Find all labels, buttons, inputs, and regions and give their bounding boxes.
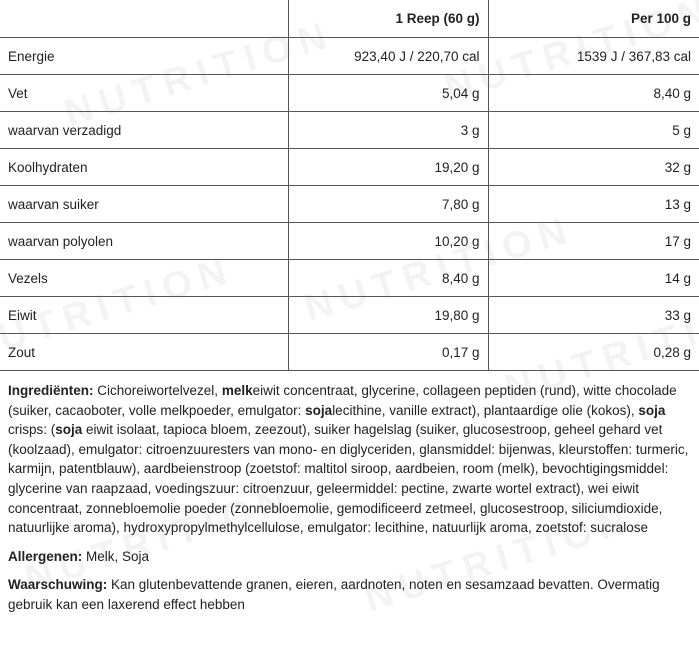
ingredients-segment: eiwit isolaat, tapioca bloem, zeezout), suiker hagelslag (suiker, glucosestroop, geheel gehard vet (koolzaad), emulgator: citroenzuuresters van mono- en diglyceriden, glansmiddel: bijenwas, kleurstoffen: turmeric, karmijn, patentblauw), aardbeienstroop (zoetstof: maltitol siroop, aardbeien, room (melk), bevochtigingsmiddel: glycerine van raapzaad, voedingszuur: citroenzuur, geleermiddel: pectine, zwarte wortel extract), wei eiwit concentraat, zonnebloemolie poeder (zonnebloemolie, gemodificeerd zetmeel, glucosestroop, siliciumdioxide, natuurlijke aroma), hydroxypropylmethylcellulose, emulgator: lecithine, natuurlijk aroma, zoetstof: sucralose (8, 422, 689, 536)
table-row (0, 260, 699, 297)
table-row (0, 334, 699, 371)
ingredients-segment: eiwit concentraat, glycerine, collageen peptiden (rund), witte chocolade (suiker, cacaoboter, volle melkpoeder, emulgator: (8, 383, 677, 418)
allergen-highlight: soja (305, 402, 333, 418)
value-per-portion: 5,04 g (288, 75, 488, 112)
value-per-portion: 8,40 g (288, 260, 488, 297)
header-per-portion: 1 Reep (60 g) (288, 0, 488, 38)
table-header-row (0, 0, 699, 38)
table-row (0, 186, 699, 223)
nutrient-label: Vet (0, 75, 288, 112)
nutrient-label: Eiwit (0, 297, 288, 334)
allergens-label: Allergenen: (8, 548, 83, 564)
warning-label: Waarschuwing: (8, 577, 108, 593)
value-per-portion: 7,80 g (288, 186, 488, 223)
allergen-highlight: soja (638, 402, 666, 418)
warning-text: Kan glutenbevattende granen, eieren, aardnoten, noten en sesamzaad bevatten. Overmatig gebruik kan een laxerend effect hebben (8, 577, 660, 612)
table-row (0, 112, 699, 149)
header-label-column (0, 0, 288, 38)
nutrient-label: Energie (0, 38, 288, 75)
nutrient-label: Vezels (0, 260, 288, 297)
table-row (0, 223, 699, 260)
nutrient-sublabel: waarvan verzadigd (0, 112, 288, 149)
ingredients-segment: Cichoreiwortelvezel, (93, 383, 222, 398)
warning-paragraph (8, 575, 691, 614)
allergens-paragraph (8, 547, 691, 567)
value-per-100g: 17 g (488, 223, 699, 260)
nutrient-label: Zout (0, 334, 288, 371)
ingredients-paragraph (8, 381, 691, 538)
allergen-highlight: soja (55, 422, 83, 438)
value-per-100g: 8,40 g (488, 75, 699, 112)
nutrient-sublabel: waarvan suiker (0, 186, 288, 223)
value-per-portion: 19,20 g (288, 149, 488, 186)
value-per-100g: 1539 J / 367,83 cal (488, 38, 699, 75)
nutrient-sublabel: waarvan polyolen (0, 223, 288, 260)
table-row (0, 75, 699, 112)
value-per-100g: 0,28 g (488, 334, 699, 371)
value-per-portion: 10,20 g (288, 223, 488, 260)
value-per-100g: 14 g (488, 260, 699, 297)
table-row (0, 149, 699, 186)
value-per-100g: 5 g (488, 112, 699, 149)
nutrition-table-body (0, 38, 699, 371)
ingredients-segment: crisps: ( (8, 422, 56, 438)
value-per-portion: 0,17 g (288, 334, 488, 371)
value-per-100g: 32 g (488, 149, 699, 186)
ingredients-segment: lecithine, vanille extract), plantaardige olie (kokos), (332, 402, 639, 418)
value-per-100g: 33 g (488, 297, 699, 334)
nutrient-label: Koolhydraten (0, 149, 288, 186)
value-per-portion: 923,40 J / 220,70 cal (288, 38, 488, 75)
table-row (0, 297, 699, 334)
header-per-100g: Per 100 g (488, 0, 699, 38)
value-per-portion: 3 g (288, 112, 488, 149)
value-per-portion: 19,80 g (288, 297, 488, 334)
allergen-highlight: melk (221, 383, 253, 398)
value-per-100g: 13 g (488, 186, 699, 223)
allergens-text: Melk, Soja (82, 548, 150, 564)
table-row (0, 38, 699, 75)
product-info (0, 371, 699, 615)
ingredients-text (8, 383, 688, 535)
ingredients-label: Ingrediënten: (8, 383, 94, 398)
